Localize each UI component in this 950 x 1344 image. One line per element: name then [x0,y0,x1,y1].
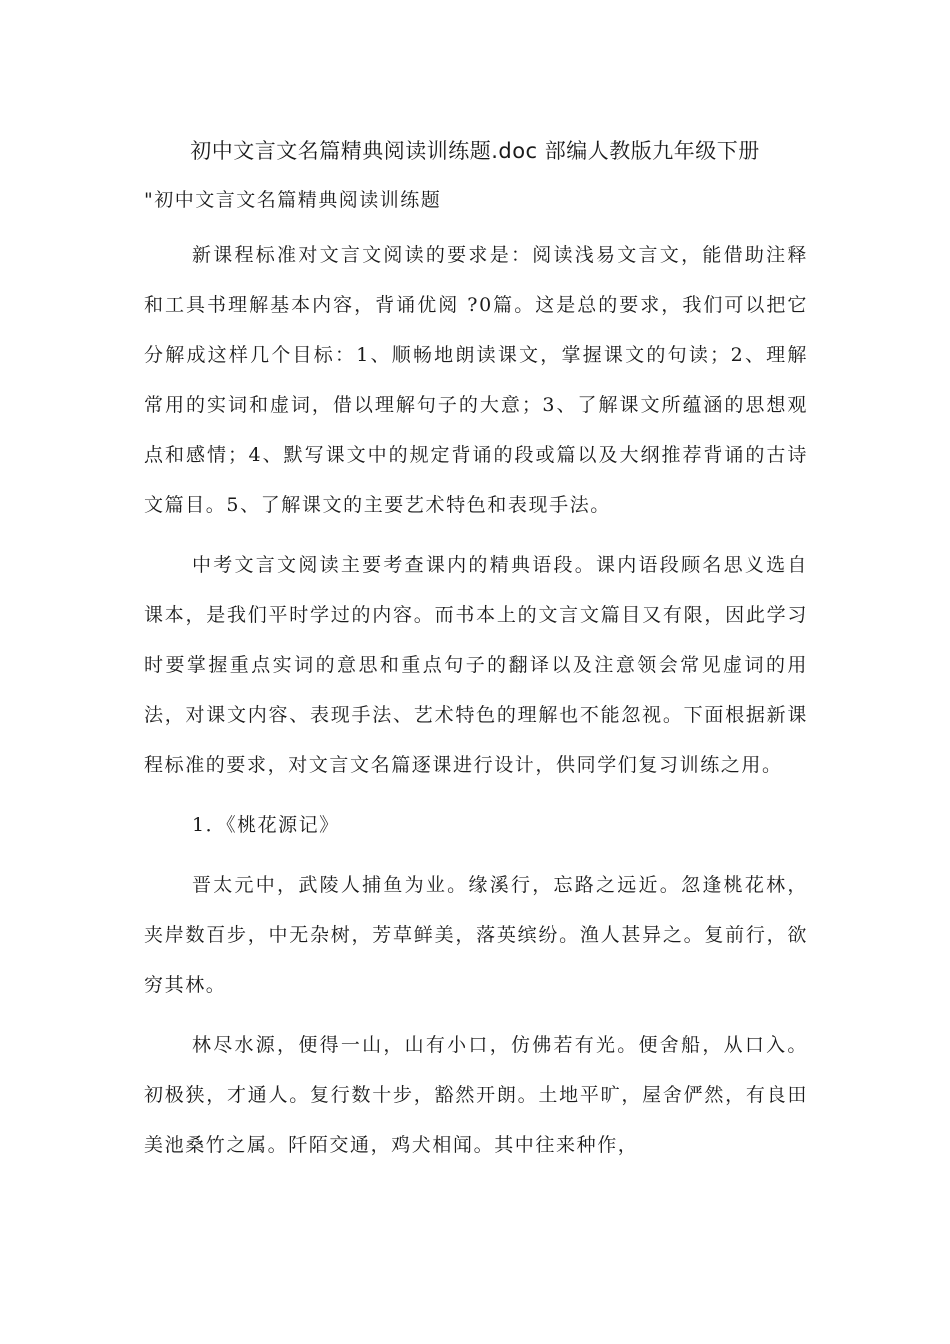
document-title: 初中文言文名篇精典阅读训练题.doc 部编人教版九年级下册 [190,139,760,163]
document-body [144,180,808,1170]
section-heading: 1．《桃花源记》 [192,814,340,836]
section-paragraph-2: 林尽水源，便得一山，山有小口，仿佛若有光。便舍船，从口入。初极狭，才通人。复行数十步，豁然开朗。土地平旷，屋舍俨然，有良田美池桑竹之属。阡陌交通，鸡犬相闻。其中往来种作， [144,1034,808,1156]
section-paragraph-1: 晋太元中，武陵人捕鱼为业。缘溪行，忘路之远近。忽逢桃花林，夹岸数百步，中无杂树，芳草鲜美，落英缤纷。渔人甚异之。复前行，欲穷其林。 [144,874,808,996]
intro-paragraph-1: 新课程标准对文言文阅读的要求是：阅读浅易文言文，能借助注释和工具书理解基本内容，背诵优阅 ?0篇。这是总的要求，我们可以把它分解成这样几个目标：1、顺畅地朗读课文，掌握课文的句读；2、理解常用的实词和虚词，借以理解句子的大意；3、了解课文所蕴涵的思想观点和感情；4、默写课文中的规定背诵的段或篇以及大纲推荐背诵的古诗文篇目。5、了解课文的主要艺术特色和表现手法。 [144,244,808,516]
intro-paragraph-2: 中考文言文阅读主要考查课内的精典语段。课内语段顾名思义选自课本，是我们平时学过的内容。而书本上的文言文篇目又有限，因此学习时要掌握重点实词的意思和重点句子的翻译以及注意领会常见虚词的用法，对课文内容、表现手法、艺术特色的理解也不能忽视。下面根据新课程标准的要求，对文言文名篇逐课进行设计，供同学们复习训练之用。 [144,554,808,776]
document-subtitle: "初中文言文名篇精典阅读训练题 [144,189,442,211]
